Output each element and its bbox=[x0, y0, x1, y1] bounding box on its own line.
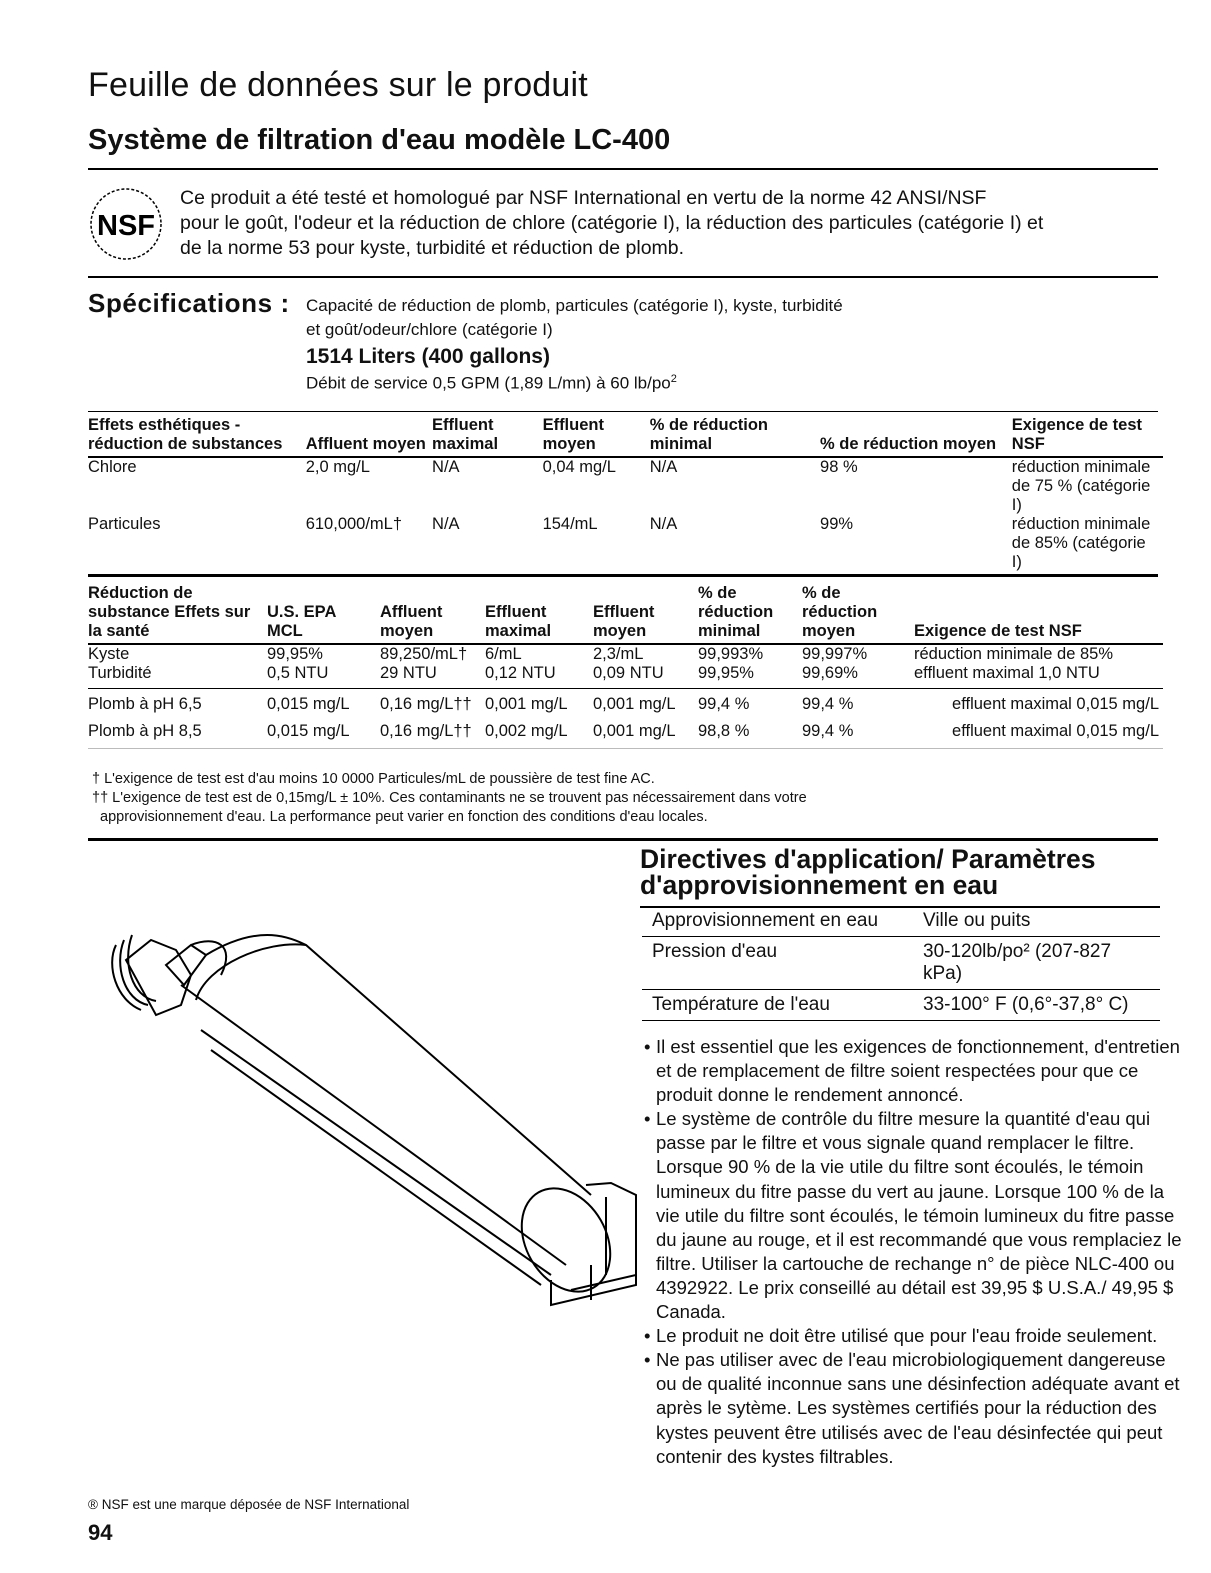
table-row bbox=[88, 644, 1163, 664]
parameter-label: Température de l'eau bbox=[652, 994, 830, 1015]
directives-list bbox=[644, 1035, 1184, 1469]
table-header-cell: Effluent maximal bbox=[485, 603, 552, 640]
list-item: • Il est essentiel que les exigences de fonctionnement, d'entretien et de remplacement de filtre soient respectées pour que ce produit donne le rendement annoncé. bbox=[644, 1036, 1180, 1106]
divider bbox=[88, 574, 1158, 577]
nsf-line-2: pour le goût, l'odeur et la réduction de chlore (catégorie I), la réduction des particules (catégorie I) et bbox=[180, 212, 1044, 234]
table-header-cell: Effets esthétiques - réduction de substances bbox=[88, 416, 283, 453]
table-cell: 0,12 NTU bbox=[485, 664, 556, 682]
table-cell: effluent maximal 0,015 mg/L bbox=[952, 694, 1159, 713]
page-number: 94 bbox=[88, 1520, 113, 1545]
table-cell: 0,002 mg/L bbox=[485, 722, 568, 740]
table-cell: Kyste bbox=[88, 645, 130, 663]
parameter-value: Ville ou puits bbox=[923, 910, 1031, 931]
divider bbox=[88, 838, 1158, 841]
table-cell: N/A bbox=[432, 515, 460, 533]
page-subtitle: Système de filtration d'eau modèle LC-400 bbox=[88, 124, 671, 156]
aesthetic-effects-table bbox=[88, 416, 1163, 572]
table-header-cell: Affluent moyen bbox=[305, 435, 426, 453]
table-row bbox=[88, 718, 1163, 748]
table-row bbox=[88, 664, 1163, 688]
table-cell: 0,001 mg/L bbox=[593, 694, 676, 713]
parameter-value: 30-120lb/po² (207-827 kPa) bbox=[923, 941, 1112, 984]
directives-title bbox=[640, 846, 1180, 898]
table-cell: 99,997% bbox=[802, 645, 868, 663]
table-cell: 0,04 mg/L bbox=[542, 458, 616, 476]
table-cell: Plomb à pH 8,5 bbox=[88, 722, 202, 740]
table-cell: 0,5 NTU bbox=[267, 664, 329, 682]
table-cell: 29 NTU bbox=[380, 664, 437, 682]
table-cell: 99,4 % bbox=[698, 694, 750, 713]
table-cell: 99,69% bbox=[802, 664, 858, 682]
table-header-cell: % de réduction moyen bbox=[820, 435, 997, 453]
divider bbox=[88, 276, 1158, 278]
table-cell: effluent maximal 1,0 NTU bbox=[914, 664, 1100, 682]
specifications-heading: Spécifications : bbox=[88, 288, 290, 318]
table-cell: 0,001 mg/L bbox=[485, 694, 568, 713]
table-cell: réduction minimale de 75 % (catégorie I) bbox=[1011, 458, 1151, 514]
page-title: Feuille de données sur le produit bbox=[88, 66, 588, 104]
table-cell: N/A bbox=[649, 515, 678, 533]
spec-flow bbox=[306, 373, 677, 394]
spec-flow-text: Débit de service 0,5 GPM (1,89 L/mn) à 60 lb/po bbox=[306, 373, 671, 393]
table-cell: 0,16 mg/L†† bbox=[380, 694, 472, 713]
list-item-text: Il est essentiel que les exigences de fonctionnement, d'entretien et de remplacement de filtre soient respectées pour que ce produit donne le rendement annoncé. bbox=[656, 1036, 1180, 1106]
table-cell: 2,3/mL bbox=[593, 645, 644, 663]
table-cell: 99,4 % bbox=[802, 694, 854, 713]
table-cell: Plomb à pH 6,5 bbox=[88, 694, 202, 713]
list-item: • Le produit ne doit être utilisé que pour l'eau froide seulement. bbox=[644, 1325, 1158, 1347]
directives-title-line-2: d'approvisionnement en eau bbox=[640, 870, 999, 900]
spec-flow-sup: 2 bbox=[670, 373, 677, 385]
table-header-cell: % de réduction minimal bbox=[698, 584, 774, 640]
table-cell: 99,95% bbox=[267, 645, 323, 663]
table-cell: N/A bbox=[432, 458, 460, 476]
filter-cartridge-illustration bbox=[96, 905, 641, 1310]
table-cell: 610,000/mL† bbox=[305, 515, 403, 533]
footnotes bbox=[92, 770, 1092, 827]
specifications-text bbox=[306, 294, 843, 342]
table-row bbox=[642, 990, 1160, 1021]
table-cell: N/A bbox=[649, 458, 678, 476]
table-header-cell: Affluent moyen bbox=[380, 603, 443, 640]
list-item: • Le système de contrôle du filtre mesure la quantité d'eau qui passe par le filtre et vous signale quand remplacer le filtre. Lorsque 90 % de la vie utile du filtre sont écoulés, le témoin lumineux du fitre passe du vert au jaune. Lorsque 100 % de la vie utile du filtre sont écoulés, le témoin lumineux du fitre passe du jaune au rouge, et il est recommandé que vous remplaciez le filtre. Utiliser la cartouche de rechange n° de pièce NLC-400 ou 4392922. Le prix conseillé au détail est 39,95 $ U.S.A./ 49,95 $ Canada. bbox=[644, 1108, 1182, 1323]
divider bbox=[88, 168, 1158, 170]
table-header-cell: Exigence de test NSF bbox=[1011, 416, 1143, 453]
table-cell: Turbidité bbox=[88, 664, 152, 682]
parameter-label: Pression d'eau bbox=[652, 941, 778, 962]
nsf-line-3: de la norme 53 pour kyste, turbidité et réduction de plomb. bbox=[180, 237, 685, 259]
table-row bbox=[88, 688, 1163, 718]
footnote-2: †† L'exigence de test est de 0,15mg/L ± 10%. Ces contaminants ne se trouvent pas nécessairement dans votre bbox=[92, 790, 807, 806]
parameter-value: 33-100° F (0,6°-37,8° C) bbox=[923, 994, 1129, 1015]
footnote-3: approvisionnement d'eau. La performance peut varier en fonction des conditions d'eau locales. bbox=[100, 809, 708, 825]
water-supply-parameters-table bbox=[642, 906, 1160, 1021]
table-cell: 98 % bbox=[820, 458, 858, 476]
list-item-text: Le système de contrôle du filtre mesure la quantité d'eau qui passe par le filtre et vous signale quand remplacer le filtre. Lorsque 90 % de la vie utile du filtre sont écoulés, le témoin lumineux du fitre passe du vert au jaune. Lorsque 100 % de la vie utile du filtre sont écoulés, le témoin lumineux du fitre passe du jaune au rouge, et il est recommandé que vous remplaciez le filtre. Utiliser la cartouche de rechange n° de pièce NLC-400 ou 4392922. Le prix conseillé au détail est 39,95 $ U.S.A./ 49,95 $ Canada. bbox=[656, 1108, 1182, 1323]
table-cell: 0,015 mg/L bbox=[267, 694, 350, 713]
trademark-note: ® NSF est une marque déposée de NSF International bbox=[88, 1497, 410, 1512]
table-header-row bbox=[88, 584, 1163, 644]
table-cell: 99,4 % bbox=[802, 722, 854, 740]
table-row bbox=[642, 937, 1160, 990]
table-cell: 89,250/mL† bbox=[380, 645, 468, 663]
table-header-cell: Effluent moyen bbox=[593, 603, 655, 640]
table-row bbox=[88, 515, 1163, 572]
table-header-cell: % de réduction moyen bbox=[802, 584, 878, 640]
footnote-1: † L'exigence de test est d'au moins 10 0000 Particules/mL de poussière de test fine AC. bbox=[92, 771, 655, 787]
table-cell: 99% bbox=[820, 515, 854, 533]
table-header-cell: Effluent maximal bbox=[432, 416, 499, 453]
list-item-text: Le produit ne doit être utilisé que pour l'eau froide seulement. bbox=[656, 1325, 1158, 1347]
spec-capacity: 1514 Liters (400 gallons) bbox=[306, 345, 550, 368]
nsf-logo bbox=[88, 186, 164, 262]
table-header-cell: U.S. EPA MCL bbox=[267, 603, 336, 640]
nsf-certification-text bbox=[180, 186, 1170, 261]
table-cell: Particules bbox=[88, 515, 161, 533]
table-cell: Chlore bbox=[88, 458, 137, 476]
table-cell: 99,993% bbox=[698, 645, 764, 663]
table-row bbox=[642, 906, 1160, 937]
parameter-label: Approvisionnement en eau bbox=[652, 910, 879, 931]
table-cell: 154/mL bbox=[542, 515, 598, 533]
table-header-row bbox=[88, 416, 1163, 457]
table-header-cell: Exigence de test NSF bbox=[914, 622, 1082, 640]
table-header-cell: Réduction de substance Effets sur la santé bbox=[88, 584, 251, 640]
list-item: • Ne pas utiliser avec de l'eau microbiologiquement dangereuse ou de qualité inconnue sans une désinfection adéquate avant et après le sytème. Les systèmes certifiés pour la réduction des kystes peuvent être utilisés avec de l'eau désinfectée qui peut contenir des kystes filtrables. bbox=[644, 1349, 1180, 1467]
table-cell: 6/mL bbox=[485, 645, 522, 663]
table-header-cell: % de réduction minimal bbox=[649, 416, 768, 453]
spec-line-1: Capacité de réduction de plomb, particules (catégorie I), kyste, turbidité bbox=[306, 296, 843, 315]
table-cell: 99,95% bbox=[698, 664, 754, 682]
table-cell: 0,09 NTU bbox=[593, 664, 664, 682]
table-row bbox=[88, 457, 1163, 515]
table-cell: réduction minimale de 85% bbox=[914, 645, 1114, 663]
list-item-text: Ne pas utiliser avec de l'eau microbiologiquement dangereuse ou de qualité inconnue sans une désinfection adéquate avant et après le sytème. Les systèmes certifiés pour la réduction des kystes peuvent être utilisés avec de l'eau désinfectée qui peut contenir des kystes filtrables. bbox=[656, 1349, 1180, 1467]
divider bbox=[88, 411, 1158, 412]
table-cell: 2,0 mg/L bbox=[305, 458, 370, 476]
table-cell: 98,8 % bbox=[698, 722, 750, 740]
table-cell: réduction minimale de 85% (catégorie I) bbox=[1011, 515, 1151, 571]
directives-title-line-1: Directives d'application/ Paramètres bbox=[640, 844, 1096, 874]
table-cell: 0,015 mg/L bbox=[267, 722, 350, 740]
table-cell: 0,16 mg/L†† bbox=[380, 722, 472, 740]
health-effects-table bbox=[88, 584, 1163, 749]
nsf-logo-text: NSF bbox=[97, 210, 155, 242]
spec-line-2: et goût/odeur/chlore (catégorie I) bbox=[306, 320, 553, 339]
table-cell: effluent maximal 0,015 mg/L bbox=[952, 722, 1159, 740]
table-header-cell: Effluent moyen bbox=[542, 416, 604, 453]
nsf-line-1: Ce produit a été testé et homologué par NSF International en vertu de la norme 42 ANSI/NSF bbox=[180, 187, 987, 209]
table-cell: 0,001 mg/L bbox=[593, 722, 676, 740]
